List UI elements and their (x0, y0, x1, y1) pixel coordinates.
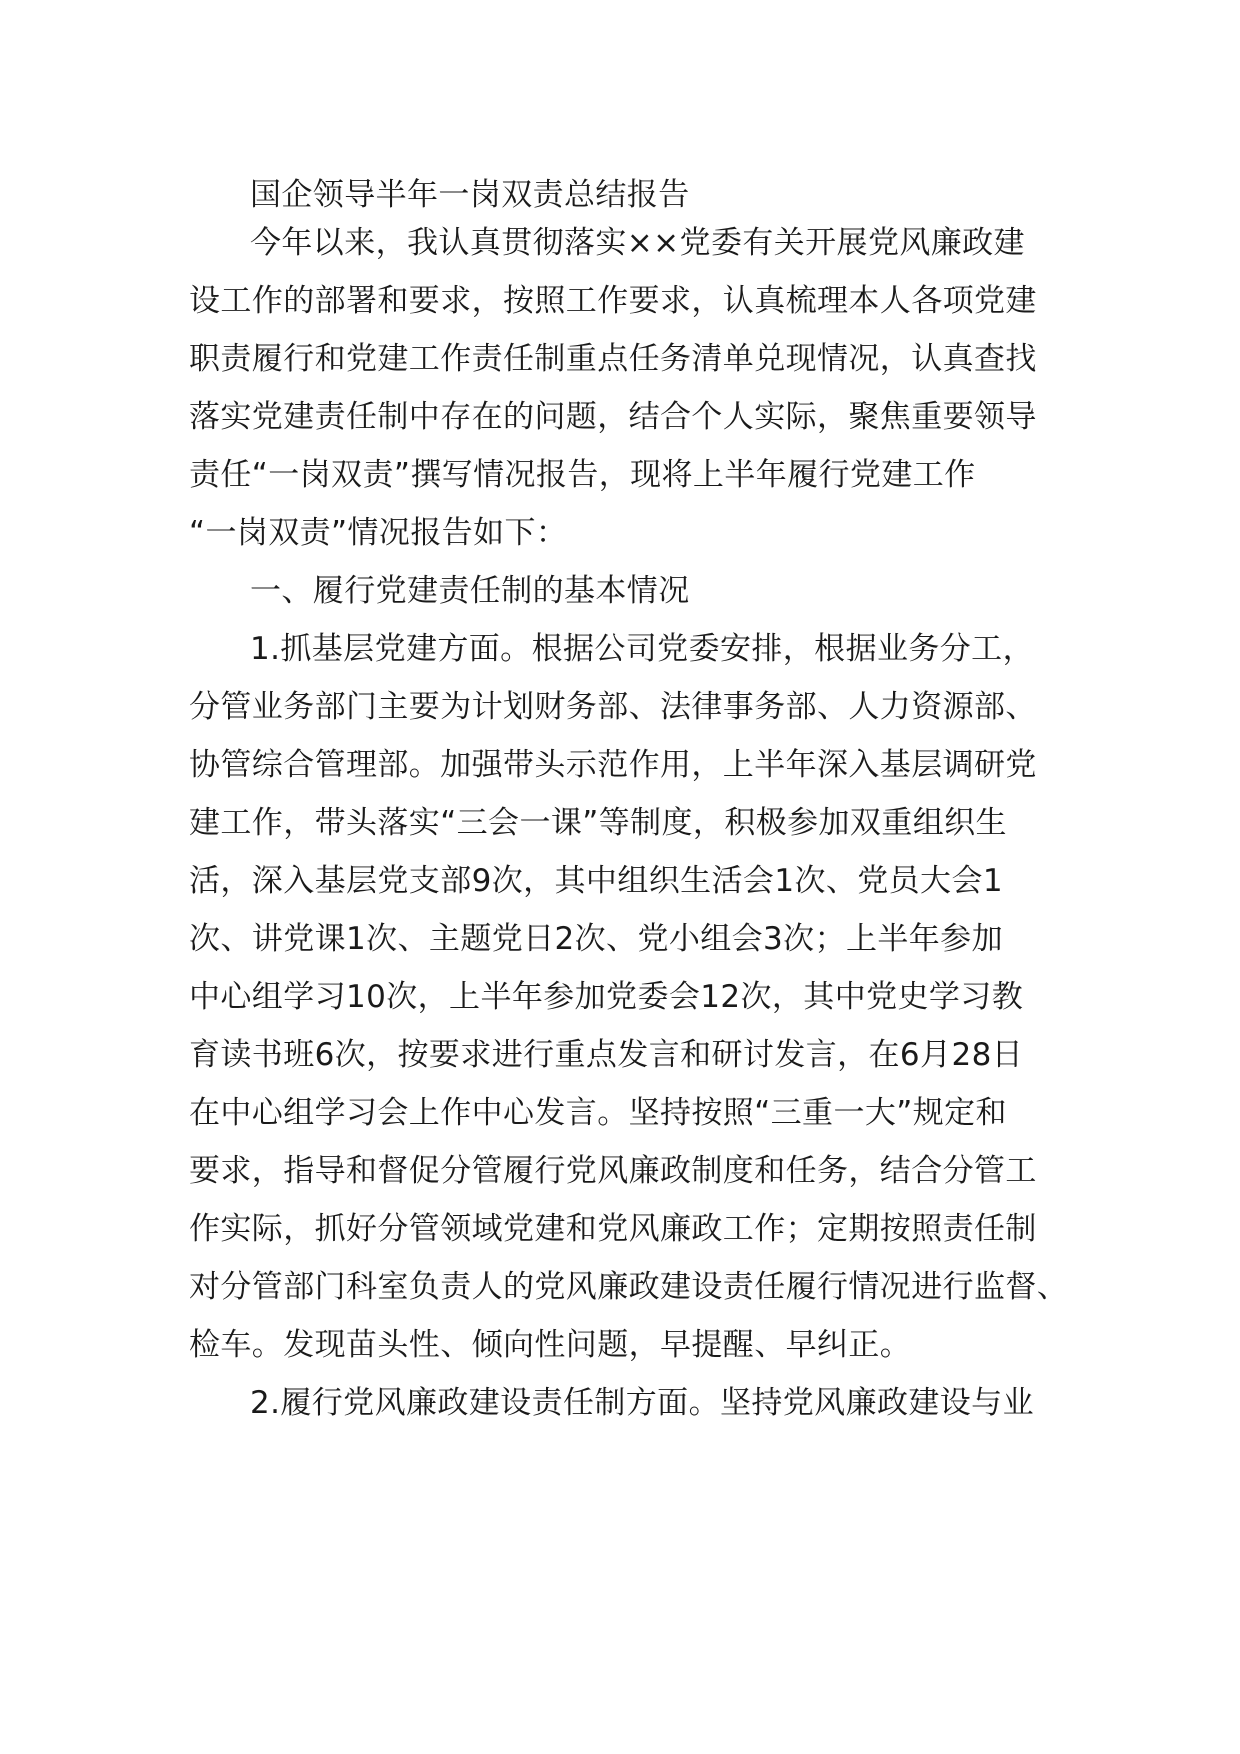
paragraph-line: 活，深入基层党支部9次，其中组织生活会1次、党员大会1 (189, 863, 1003, 899)
paragraph-line: 次、讲党课1次、主题党日2次、党小组会3次；上半年参加 (189, 921, 1003, 957)
paragraph-line: 责任“一岗双责”撰写情况报告，现将上半年履行党建工作 (189, 457, 976, 493)
paragraph-line: 中心组学习10次，上半年参加党委会12次，其中党史学习教 (189, 979, 1024, 1015)
paragraph-line: 分管业务部门主要为计划财务部、法律事务部、人力资源部、 (189, 689, 1037, 725)
paragraph-line: 今年以来，我认真贯彻落实××党委有关开展党风廉政建 (250, 225, 1025, 261)
document-title: 国企领导半年一岗双责总结报告 (250, 177, 690, 213)
paragraph-line: 设工作的部署和要求，按照工作要求，认真梳理本人各项党建 (189, 283, 1037, 319)
paragraph-line: 对分管部门科室负责人的党风廉政建设责任履行情况进行监督、 (189, 1269, 1069, 1305)
paragraph-line: “一岗双责”情况报告如下： (189, 515, 568, 551)
paragraph-line: 协管综合管理部。加强带头示范作用，上半年深入基层调研党 (189, 747, 1037, 783)
paragraph-line: 建工作，带头落实“三会一课”等制度，积极参加双重组织生 (189, 805, 1007, 841)
paragraph-line: 职责履行和党建工作责任制重点任务清单兑现情况，认真查找 (189, 341, 1037, 377)
paragraph-line: 育读书班6次，按要求进行重点发言和研讨发言，在6月28日 (189, 1037, 1024, 1073)
paragraph-line: 在中心组学习会上作中心发言。坚持按照“三重一大”规定和 (189, 1095, 1007, 1131)
paragraph-line: 落实党建责任制中存在的问题，结合个人实际，聚焦重要领导 (189, 399, 1037, 435)
paragraph-line: 要求，指导和督促分管履行党风廉政制度和任务，结合分管工 (189, 1153, 1037, 1189)
paragraph-line: 1.抓基层党建方面。根据公司党委安排，根据业务分工， (250, 631, 1034, 667)
paragraph-line: 2.履行党风廉政建设责任制方面。坚持党风廉政建设与业 (250, 1385, 1034, 1421)
paragraph-line: 作实际，抓好分管领域党建和党风廉政工作；定期按照责任制 (189, 1211, 1037, 1247)
paragraph-line: 检车。发现苗头性、倾向性问题，早提醒、早纠正。 (189, 1327, 912, 1363)
section-heading: 一、履行党建责任制的基本情况 (250, 573, 690, 609)
